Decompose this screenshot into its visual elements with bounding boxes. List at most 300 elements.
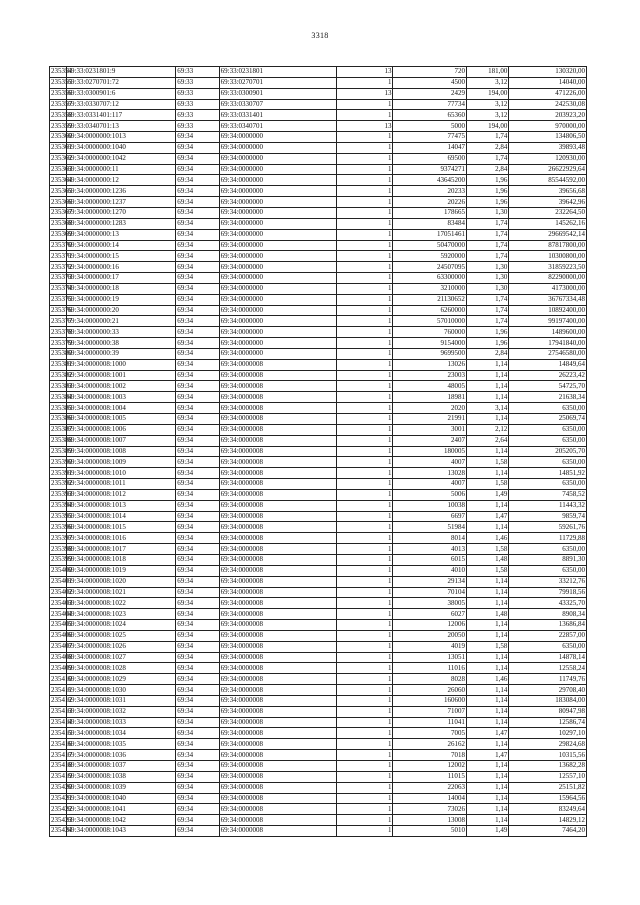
cell-area: 71007 (393, 706, 466, 717)
cell-record-number: 235369 (51, 230, 72, 239)
table-row (50, 663, 587, 674)
table-row (50, 175, 587, 186)
cell-cadastral-quarter: 69:34:0000008 (219, 479, 336, 490)
cell-specific-value: 1,96 (466, 338, 508, 349)
table-row (50, 609, 587, 620)
cell-cadastral-quarter: 69:34:0000008 (219, 468, 336, 479)
cell-cadastral-quarter: 69:34:0000008 (219, 609, 336, 620)
cell-cadastral-number: 69:34:0000008:1004 (66, 403, 176, 414)
table-row (50, 251, 587, 262)
cell-specific-value: 1,30 (466, 273, 508, 284)
cell-cadastral-quarter: 69:34:0000008 (219, 782, 336, 793)
cell-area: 51984 (393, 522, 466, 533)
cell-cadastral-value: 6350,00 (509, 544, 587, 555)
cell-category-code: 1 (336, 576, 393, 587)
table-row (50, 630, 587, 641)
cell-cadastral-quarter: 69:34:0000008 (219, 761, 336, 772)
cell-cadastral-value: 12558,24 (509, 663, 587, 674)
table-row (50, 262, 587, 273)
cell-district-code: 69:34 (176, 294, 219, 305)
table-row (50, 641, 587, 652)
cell-district-code: 69:33 (176, 121, 219, 132)
cell-specific-value: 1,14 (466, 414, 508, 425)
cell-district-code: 69:34 (176, 218, 219, 229)
cell-cadastral-number: 69:34:0000000:15 (66, 251, 176, 262)
cell-cadastral-quarter: 69:34:0000000 (219, 142, 336, 153)
cell-cadastral-quarter: 69:34:0000000 (219, 251, 336, 262)
cell-cadastral-quarter: 69:34:0000008 (219, 630, 336, 641)
cell-cadastral-quarter: 69:34:0000000 (219, 132, 336, 143)
cell-specific-value: 1,30 (466, 283, 508, 294)
cell-district-code: 69:34 (176, 338, 219, 349)
cell-record-number: 235413 (51, 707, 72, 716)
cell-cadastral-quarter: 69:34:0000008 (219, 771, 336, 782)
cell-district-code: 69:34 (176, 609, 219, 620)
cell-district-code: 69:34 (176, 685, 219, 696)
cell-area: 14004 (393, 793, 466, 804)
cell-district-code: 69:34 (176, 446, 219, 457)
table-row (50, 77, 587, 88)
cell-cadastral-quarter: 69:34:0000008 (219, 511, 336, 522)
cell-record-number: 235401 (51, 577, 72, 586)
cell-cadastral-number: 69:34:0000008:1037 (66, 761, 176, 772)
table-row (50, 359, 587, 370)
cell-cadastral-number: 69:34:0000008:1011 (66, 479, 176, 490)
cell-record-number: 235407 (51, 642, 72, 651)
cell-district-code: 69:34 (176, 533, 219, 544)
cell-district-code: 69:34 (176, 327, 219, 338)
cell-cadastral-value: 12557,10 (509, 771, 587, 782)
cell-cadastral-number: 69:34:0000008:1023 (66, 609, 176, 620)
table-row (50, 218, 587, 229)
cell-cadastral-value: 10315,56 (509, 750, 587, 761)
table-row (50, 424, 587, 435)
cell-district-code: 69:34 (176, 251, 219, 262)
cell-cadastral-number: 69:34:0000008:1010 (66, 468, 176, 479)
table-row (50, 392, 587, 403)
cell-record-number: 235386 (51, 414, 72, 423)
cell-area: 24507095 (393, 262, 466, 273)
cell-area: 4007 (393, 479, 466, 490)
cell-cadastral-value: 6350,00 (509, 403, 587, 414)
table-body (50, 67, 587, 837)
cell-cadastral-value: 87817800,00 (509, 240, 587, 251)
cell-category-code: 1 (336, 468, 393, 479)
cell-cadastral-number: 69:34:0000008:1031 (66, 695, 176, 706)
cell-cadastral-value: 29708,40 (509, 685, 587, 696)
table-row (50, 695, 587, 706)
table-row (50, 164, 587, 175)
cell-district-code: 69:34 (176, 771, 219, 782)
cell-district-code: 69:34 (176, 424, 219, 435)
cell-area: 2429 (393, 88, 466, 99)
cell-area: 6697 (393, 511, 466, 522)
cell-cadastral-number: 69:34:0000008:1015 (66, 522, 176, 533)
cell-record-number: 235422 (51, 804, 72, 813)
cell-cadastral-value: 26223,42 (509, 370, 587, 381)
cell-district-code: 69:34 (176, 728, 219, 739)
cell-cadastral-quarter: 69:34:0000000 (219, 338, 336, 349)
cell-cadastral-value: 79918,56 (509, 587, 587, 598)
cell-cadastral-number: 69:34:0000000:20 (66, 305, 176, 316)
cell-category-code: 1 (336, 663, 393, 674)
cell-cadastral-number: 69:34:0000008:1030 (66, 685, 176, 696)
cell-category-code: 1 (336, 717, 393, 728)
cell-specific-value: 1,74 (466, 218, 508, 229)
cell-cadastral-value: 22857,00 (509, 630, 587, 641)
cell-area: 57010000 (393, 316, 466, 327)
cell-specific-value: 1,47 (466, 511, 508, 522)
cell-record-number: 235398 (51, 544, 72, 553)
cell-cadastral-value: 80947,98 (509, 706, 587, 717)
cell-specific-value: 1,96 (466, 197, 508, 208)
cell-cadastral-number: 69:34:0000000:1013 (66, 132, 176, 143)
cell-specific-value: 1,14 (466, 663, 508, 674)
cell-specific-value: 1,74 (466, 305, 508, 316)
cell-record-number: 235414 (51, 718, 72, 727)
cell-district-code: 69:34 (176, 240, 219, 251)
table-row (50, 121, 587, 132)
cell-cadastral-number: 69:34:0000000:1270 (66, 207, 176, 218)
cell-specific-value: 194,00 (466, 88, 508, 99)
cell-cadastral-value: 14829,12 (509, 815, 587, 826)
cell-record-number: 235391 (51, 468, 72, 477)
cell-cadastral-value: 39656,68 (509, 186, 587, 197)
cell-area: 11041 (393, 717, 466, 728)
cell-category-code: 1 (336, 739, 393, 750)
table-row (50, 153, 587, 164)
cell-area: 720 (393, 67, 466, 78)
cell-district-code: 69:34 (176, 511, 219, 522)
cell-area: 12006 (393, 620, 466, 631)
land-cadastral-value-table (49, 66, 587, 837)
cell-cadastral-number: 69:34:0000008:1028 (66, 663, 176, 674)
cell-cadastral-quarter: 69:34:0000000 (219, 175, 336, 186)
cell-category-code: 1 (336, 587, 393, 598)
cell-cadastral-quarter: 69:34:0000000 (219, 207, 336, 218)
cell-category-code: 1 (336, 544, 393, 555)
cell-cadastral-number: 69:34:0000008:1017 (66, 544, 176, 555)
cell-district-code: 69:34 (176, 500, 219, 511)
cell-cadastral-quarter: 69:33:0330707 (219, 99, 336, 110)
cell-cadastral-quarter: 69:34:0000008 (219, 414, 336, 425)
table-row (50, 587, 587, 598)
cell-cadastral-number: 69:34:0000008:1040 (66, 793, 176, 804)
table-row (50, 522, 587, 533)
cell-cadastral-quarter: 69:34:0000008 (219, 641, 336, 652)
cell-district-code: 69:34 (176, 403, 219, 414)
cell-area: 5920000 (393, 251, 466, 262)
cell-specific-value: 1,58 (466, 565, 508, 576)
cell-cadastral-number: 69:34:0000000:1236 (66, 186, 176, 197)
cell-cadastral-value: 12586,74 (509, 717, 587, 728)
cell-category-code: 1 (336, 99, 393, 110)
cell-area: 14047 (393, 142, 466, 153)
cell-specific-value: 1,74 (466, 229, 508, 240)
cell-cadastral-number: 69:34:0000008:1003 (66, 392, 176, 403)
cell-area: 21991 (393, 414, 466, 425)
table-row (50, 652, 587, 663)
cell-cadastral-number: 69:34:0000000:1237 (66, 197, 176, 208)
table-row (50, 240, 587, 251)
cell-specific-value: 1,49 (466, 489, 508, 500)
cell-category-code: 1 (336, 207, 393, 218)
cell-cadastral-quarter: 69:34:0000008 (219, 717, 336, 728)
cell-record-number: 235395 (51, 512, 72, 521)
cell-cadastral-number: 69:34:0000008:1014 (66, 511, 176, 522)
cell-district-code: 69:34 (176, 392, 219, 403)
cell-cadastral-number: 69:34:0000008:1043 (66, 826, 176, 837)
cell-cadastral-quarter: 69:34:0000000 (219, 294, 336, 305)
table-row (50, 511, 587, 522)
cell-cadastral-number: 69:33:0330707:12 (66, 99, 176, 110)
cell-cadastral-number: 69:34:0000008:1022 (66, 598, 176, 609)
table-row (50, 327, 587, 338)
cell-cadastral-value: 31859223,50 (509, 262, 587, 273)
cell-cadastral-value: 54725,70 (509, 381, 587, 392)
cell-category-code: 13 (336, 67, 393, 78)
cell-area: 10038 (393, 500, 466, 511)
cell-cadastral-number: 69:34:0000008:1002 (66, 381, 176, 392)
table-row (50, 381, 587, 392)
cell-district-code: 69:34 (176, 197, 219, 208)
cell-district-code: 69:34 (176, 554, 219, 565)
cell-cadastral-number: 69:34:0000000:19 (66, 294, 176, 305)
cell-area: 3210000 (393, 283, 466, 294)
cell-category-code: 1 (336, 359, 393, 370)
cell-cadastral-number: 69:34:0000008:1024 (66, 620, 176, 631)
cell-category-code: 1 (336, 728, 393, 739)
cell-area: 69500 (393, 153, 466, 164)
cell-area: 11016 (393, 663, 466, 674)
cell-cadastral-value: 21638,34 (509, 392, 587, 403)
cell-specific-value: 1,14 (466, 522, 508, 533)
cell-cadastral-quarter: 69:34:0000008 (219, 435, 336, 446)
cell-area: 83484 (393, 218, 466, 229)
cell-cadastral-quarter: 69:34:0000008 (219, 576, 336, 587)
cell-category-code: 1 (336, 750, 393, 761)
cell-specific-value: 1,14 (466, 695, 508, 706)
cell-area: 178665 (393, 207, 466, 218)
cell-cadastral-number: 69:34:0000008:1038 (66, 771, 176, 782)
cell-district-code: 69:34 (176, 283, 219, 294)
table-row (50, 446, 587, 457)
table-row (50, 197, 587, 208)
cell-cadastral-number: 69:34:0000008:1021 (66, 587, 176, 598)
cell-specific-value: 1,14 (466, 587, 508, 598)
cell-area: 23003 (393, 370, 466, 381)
cell-category-code: 1 (336, 815, 393, 826)
cell-record-number: 235358 (51, 110, 72, 119)
cell-cadastral-value: 6350,00 (509, 565, 587, 576)
cell-cadastral-quarter: 69:34:0000008 (219, 695, 336, 706)
cell-specific-value: 1,14 (466, 359, 508, 370)
cell-area: 20050 (393, 630, 466, 641)
cell-district-code: 69:34 (176, 359, 219, 370)
cell-district-code: 69:34 (176, 695, 219, 706)
cell-cadastral-value: 6350,00 (509, 457, 587, 468)
cell-specific-value: 1,14 (466, 739, 508, 750)
cell-area: 8014 (393, 533, 466, 544)
cell-cadastral-number: 69:33:0300901:6 (66, 88, 176, 99)
table-row (50, 782, 587, 793)
table-row (50, 750, 587, 761)
cell-record-number: 235388 (51, 436, 72, 445)
cell-specific-value: 1,96 (466, 327, 508, 338)
cell-specific-value: 1,14 (466, 717, 508, 728)
cell-specific-value: 2,12 (466, 424, 508, 435)
cell-cadastral-number: 69:34:0000000:14 (66, 240, 176, 251)
table-row (50, 739, 587, 750)
cell-specific-value: 1,58 (466, 457, 508, 468)
cell-record-number: 235419 (51, 772, 72, 781)
cell-category-code: 1 (336, 338, 393, 349)
cell-category-code: 1 (336, 153, 393, 164)
cell-category-code: 1 (336, 706, 393, 717)
cell-cadastral-number: 69:34:0000000:11 (66, 164, 176, 175)
cell-specific-value: 1,14 (466, 793, 508, 804)
cell-record-number: 235366 (51, 197, 72, 206)
cell-cadastral-value: 6350,00 (509, 479, 587, 490)
cell-district-code: 69:34 (176, 207, 219, 218)
cell-district-code: 69:34 (176, 414, 219, 425)
cell-record-number: 235361 (51, 143, 72, 152)
cell-cadastral-number: 69:34:0000008:1033 (66, 717, 176, 728)
cell-cadastral-quarter: 69:33:0300901 (219, 88, 336, 99)
cell-cadastral-value: 26622929,64 (509, 164, 587, 175)
cell-district-code: 69:34 (176, 706, 219, 717)
cell-cadastral-quarter: 69:34:0000000 (219, 262, 336, 273)
cell-cadastral-number: 69:34:0000008:1006 (66, 424, 176, 435)
cell-area: 8028 (393, 674, 466, 685)
cell-district-code: 69:34 (176, 273, 219, 284)
cell-specific-value: 1,14 (466, 771, 508, 782)
cell-district-code: 69:34 (176, 782, 219, 793)
cell-record-number: 235363 (51, 165, 72, 174)
cell-specific-value: 1,74 (466, 240, 508, 251)
cell-cadastral-value: 7458,52 (509, 489, 587, 500)
table-row (50, 403, 587, 414)
cell-cadastral-value: 25069,74 (509, 414, 587, 425)
cell-area: 63300000 (393, 273, 466, 284)
table-row (50, 414, 587, 425)
table-row (50, 826, 587, 837)
cell-cadastral-number: 69:34:0000008:1032 (66, 706, 176, 717)
cell-area: 9154000 (393, 338, 466, 349)
cell-district-code: 69:34 (176, 576, 219, 587)
cell-category-code: 1 (336, 348, 393, 359)
cell-category-code: 1 (336, 598, 393, 609)
table-row (50, 544, 587, 555)
cell-category-code: 1 (336, 804, 393, 815)
cell-district-code: 69:34 (176, 717, 219, 728)
cell-cadastral-quarter: 69:34:0000008 (219, 598, 336, 609)
cell-specific-value: 1,14 (466, 652, 508, 663)
cell-record-number: 235392 (51, 479, 72, 488)
cell-district-code: 69:34 (176, 153, 219, 164)
cell-cadastral-quarter: 69:34:0000008 (219, 826, 336, 837)
cell-record-number: 235417 (51, 750, 72, 759)
cell-cadastral-value: 6350,00 (509, 641, 587, 652)
cell-specific-value: 1,74 (466, 251, 508, 262)
cell-record-number: 235399 (51, 555, 72, 564)
cell-category-code: 1 (336, 630, 393, 641)
cell-cadastral-number: 69:34:0000008:1012 (66, 489, 176, 500)
cell-cadastral-number: 69:34:0000008:1000 (66, 359, 176, 370)
cell-area: 77475 (393, 132, 466, 143)
cell-cadastral-value: 43325,70 (509, 598, 587, 609)
cell-category-code: 1 (336, 273, 393, 284)
cell-district-code: 69:34 (176, 132, 219, 143)
cell-cadastral-number: 69:34:0000008:1027 (66, 652, 176, 663)
cell-cadastral-number: 69:34:0000008:1020 (66, 576, 176, 587)
cell-cadastral-value: 39642,96 (509, 197, 587, 208)
cell-specific-value: 1,48 (466, 609, 508, 620)
cell-cadastral-quarter: 69:34:0000000 (219, 273, 336, 284)
cell-cadastral-quarter: 69:34:0000000 (219, 327, 336, 338)
cell-record-number: 235387 (51, 425, 72, 434)
cell-record-number: 235415 (51, 728, 72, 737)
cell-cadastral-quarter: 69:34:0000008 (219, 554, 336, 565)
cell-cadastral-value: 33212,76 (509, 576, 587, 587)
cell-cadastral-value: 4173000,00 (509, 283, 587, 294)
cell-district-code: 69:34 (176, 826, 219, 837)
cell-cadastral-number: 69:34:0000008:1019 (66, 565, 176, 576)
cell-cadastral-number: 69:34:0000000:18 (66, 283, 176, 294)
cell-district-code: 69:34 (176, 663, 219, 674)
cell-area: 48005 (393, 381, 466, 392)
cell-cadastral-number: 69:34:0000008:1016 (66, 533, 176, 544)
cell-category-code: 13 (336, 88, 393, 99)
cell-district-code: 69:34 (176, 804, 219, 815)
cell-cadastral-quarter: 69:33:0340701 (219, 121, 336, 132)
cell-category-code: 1 (336, 381, 393, 392)
cell-specific-value: 1,14 (466, 815, 508, 826)
cell-area: 9374271 (393, 164, 466, 175)
cell-record-number: 235412 (51, 696, 72, 705)
cell-category-code: 1 (336, 403, 393, 414)
cell-cadastral-value: 29824,68 (509, 739, 587, 750)
table-row (50, 67, 587, 78)
cell-category-code: 1 (336, 652, 393, 663)
cell-category-code: 1 (336, 262, 393, 273)
table-row (50, 370, 587, 381)
cell-category-code: 1 (336, 294, 393, 305)
cell-cadastral-quarter: 69:34:0000008 (219, 359, 336, 370)
table-row (50, 132, 587, 143)
cell-category-code: 1 (336, 218, 393, 229)
cell-specific-value: 1,30 (466, 207, 508, 218)
cell-record-number: 235424 (51, 826, 72, 835)
cell-district-code: 69:34 (176, 348, 219, 359)
cell-specific-value: 1,49 (466, 826, 508, 837)
cell-specific-value: 2,64 (466, 435, 508, 446)
cell-cadastral-value: 134806,50 (509, 132, 587, 143)
cell-district-code: 69:34 (176, 739, 219, 750)
cell-cadastral-quarter: 69:33:0331401 (219, 110, 336, 121)
cell-district-code: 69:34 (176, 750, 219, 761)
cell-category-code: 1 (336, 240, 393, 251)
cell-area: 43645200 (393, 175, 466, 186)
cell-category-code: 1 (336, 283, 393, 294)
table-row (50, 294, 587, 305)
cell-area: 13028 (393, 468, 466, 479)
cell-record-number: 235384 (51, 392, 72, 401)
cell-specific-value: 1,14 (466, 381, 508, 392)
cell-record-number: 235402 (51, 587, 72, 596)
cell-area: 160600 (393, 695, 466, 706)
table-row (50, 685, 587, 696)
